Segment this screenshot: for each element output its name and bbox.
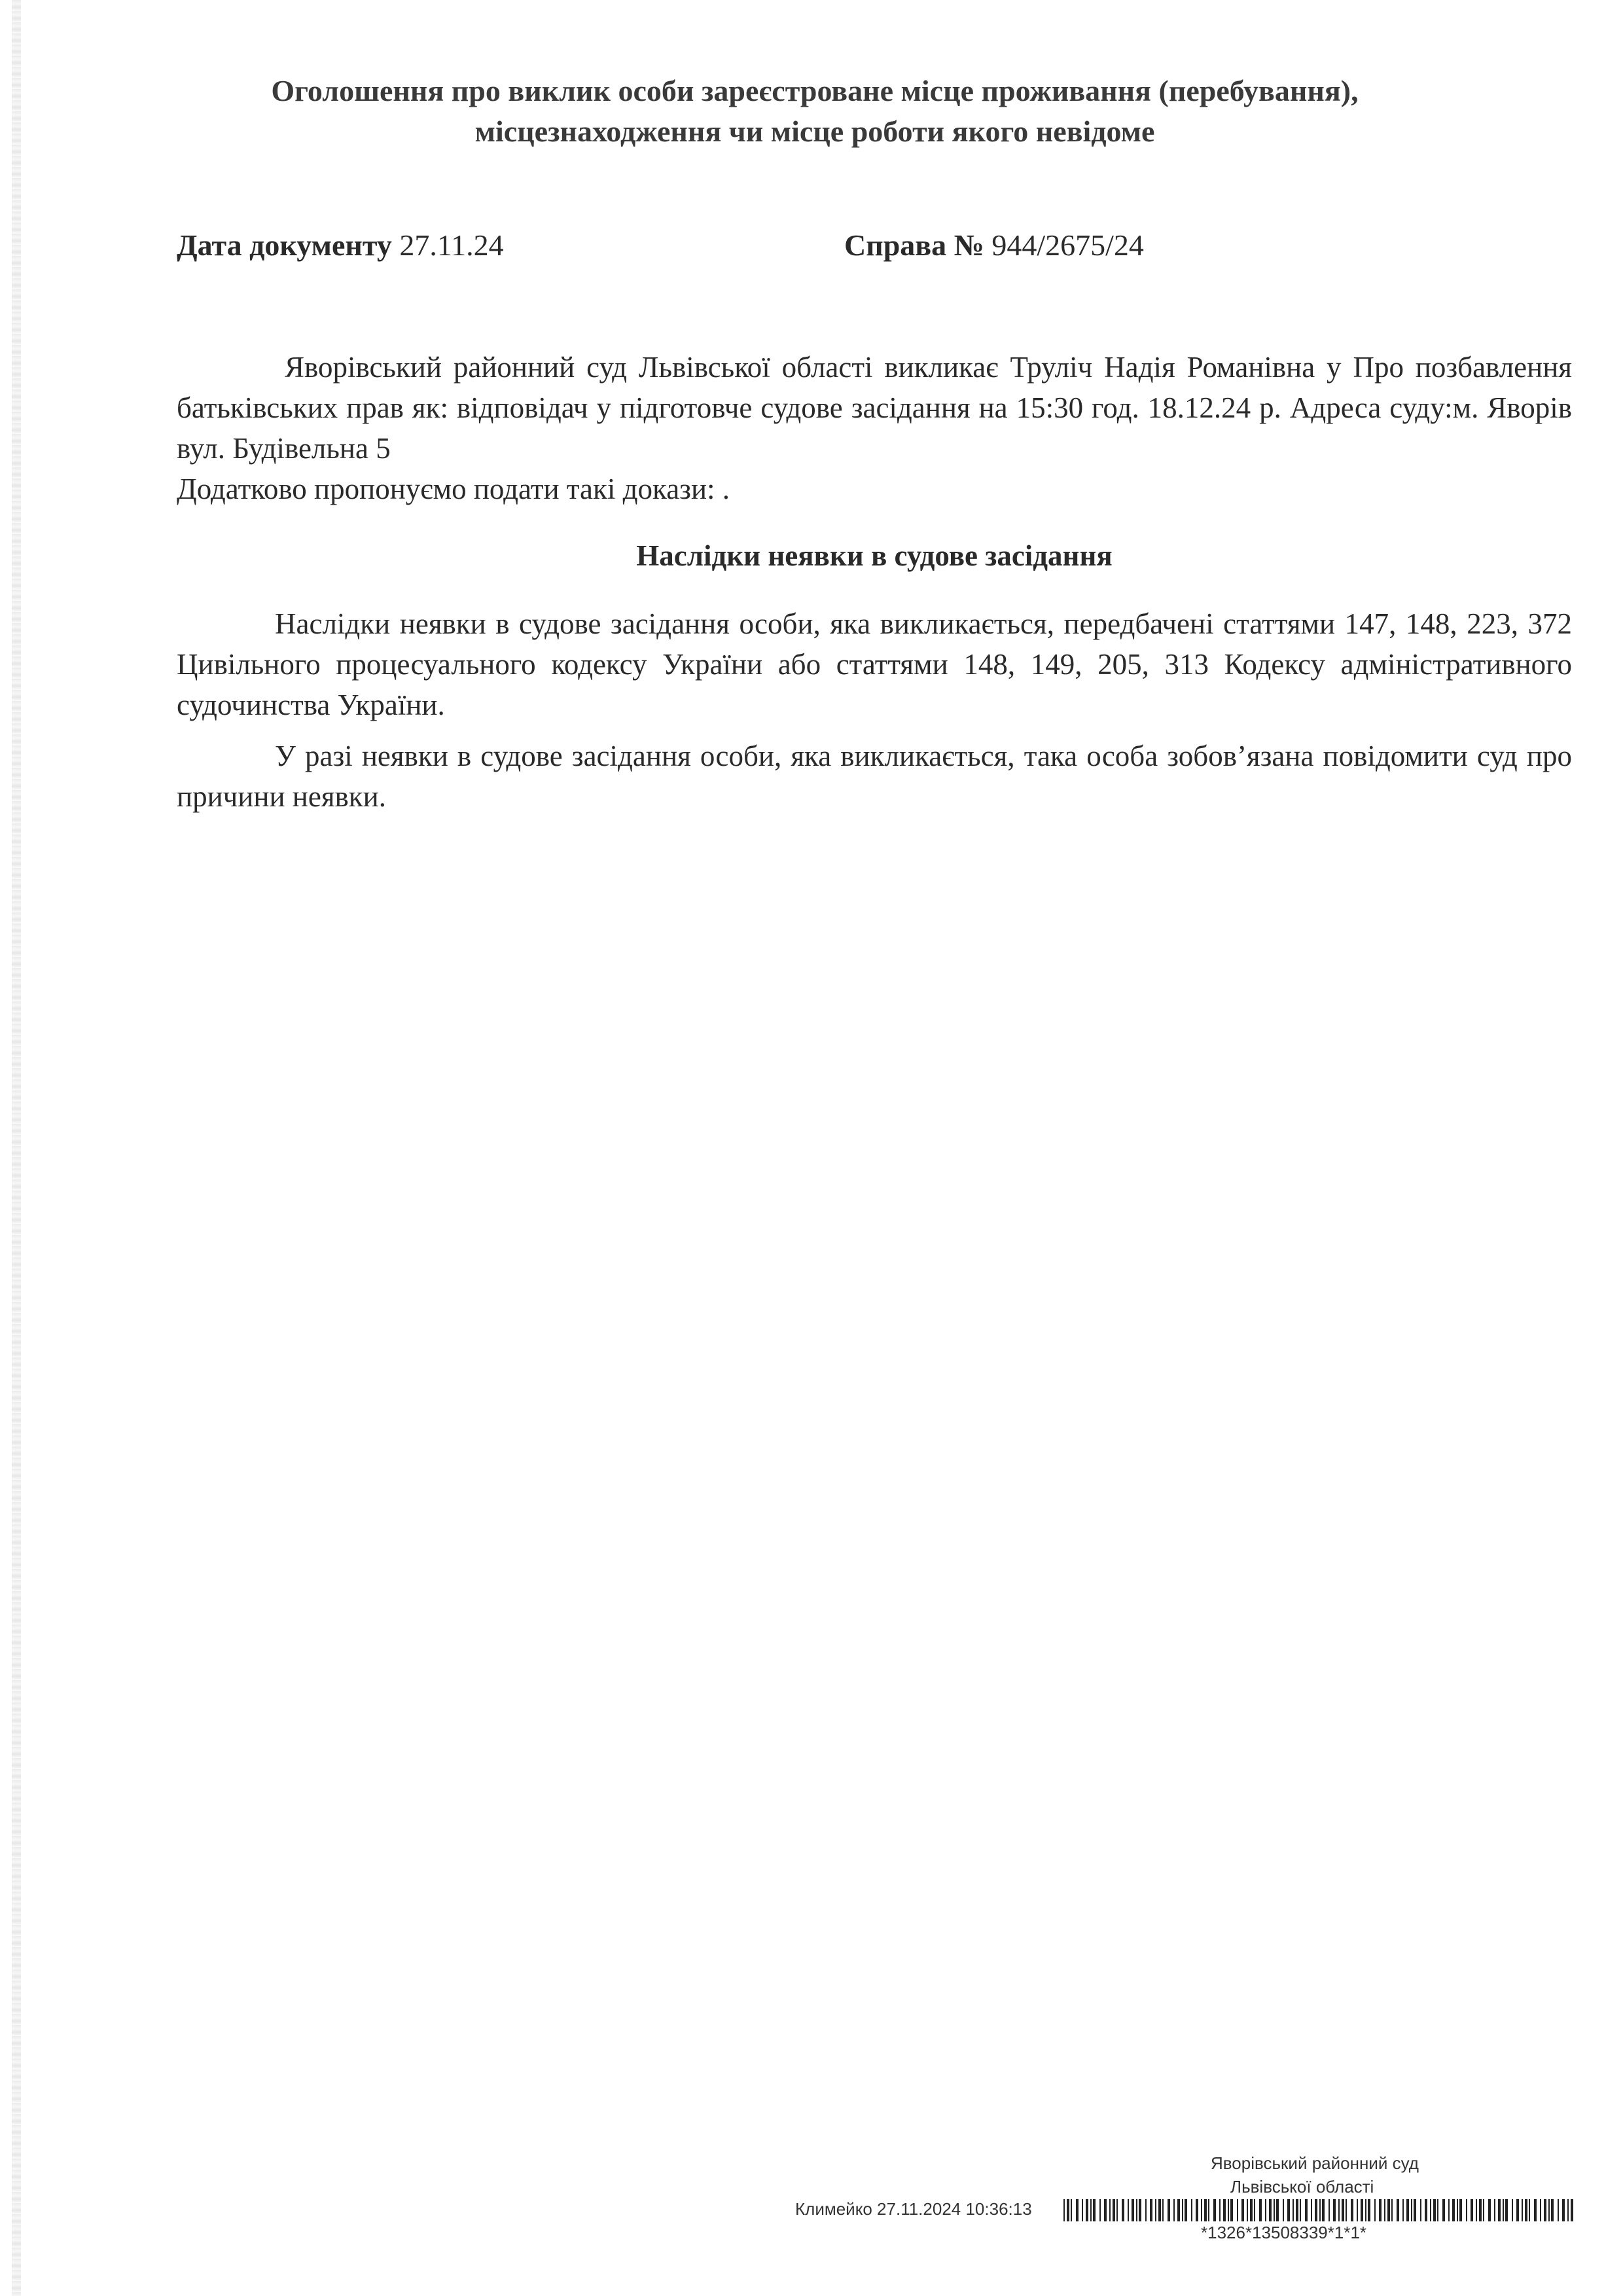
- consequences-paragraph-1: Наслідки неявки в судове засідання особи, яка викликається, передбачені статтями 147, 148, 223, 372 Цивільного процесуального кодексу України або статтями 148, 149, 205, 313 Кодексу адміністративного судочинства України.: [177, 607, 1572, 721]
- case-number-label: Справа №: [844, 228, 984, 262]
- stamp-barcode-code: *1326*13508339*1*1*: [1201, 2223, 1367, 2242]
- document-title: [177, 71, 1453, 152]
- document-title-line-2: місцезнаходження чи місце роботи якого невідоме: [474, 115, 1155, 148]
- evidence-text: Додатково пропонуємо подати такі докази: .: [177, 473, 730, 505]
- consequences-section: [177, 603, 1572, 827]
- stamp-user-timestamp: Климейко 27.11.2024 10:36:13: [795, 2199, 1032, 2219]
- document-title-line-1: Оголошення про виклик особи зареєстроване місце проживання (перебування),: [271, 74, 1359, 107]
- document-date-value: 27.11.24: [399, 228, 504, 262]
- registration-stamp: [795, 2153, 1577, 2278]
- barcode-icon: [1063, 2199, 1577, 2221]
- stamp-court-region: Львівської області: [1230, 2177, 1374, 2197]
- document-date-label: Дата документу: [177, 228, 392, 262]
- consequences-heading: Наслідки неявки в судове засідання: [636, 539, 1113, 572]
- case-number: [844, 226, 1144, 265]
- summons-section: [177, 347, 1572, 509]
- scan-edge-artifact: [12, 0, 21, 2296]
- summons-text: Яворівський районний суд Львівської області викликає Труліч Надія Романівна у Про позбавлення батьківських прав як: відповідач у підготовче судове засідання на 15:30 год. 18.12.24 р. Адреса суду:м. Яворів вул. Будівельна 5: [177, 351, 1572, 465]
- case-number-value: 944/2675/24: [991, 228, 1144, 262]
- stamp-court-name: Яворівський районний суд: [1211, 2153, 1419, 2173]
- consequences-paragraph-2: У разі неявки в судове засідання особи, яка викликається, така особа зобов’язана повідомити суд про причини неявки.: [177, 740, 1572, 813]
- document-date: [177, 226, 504, 265]
